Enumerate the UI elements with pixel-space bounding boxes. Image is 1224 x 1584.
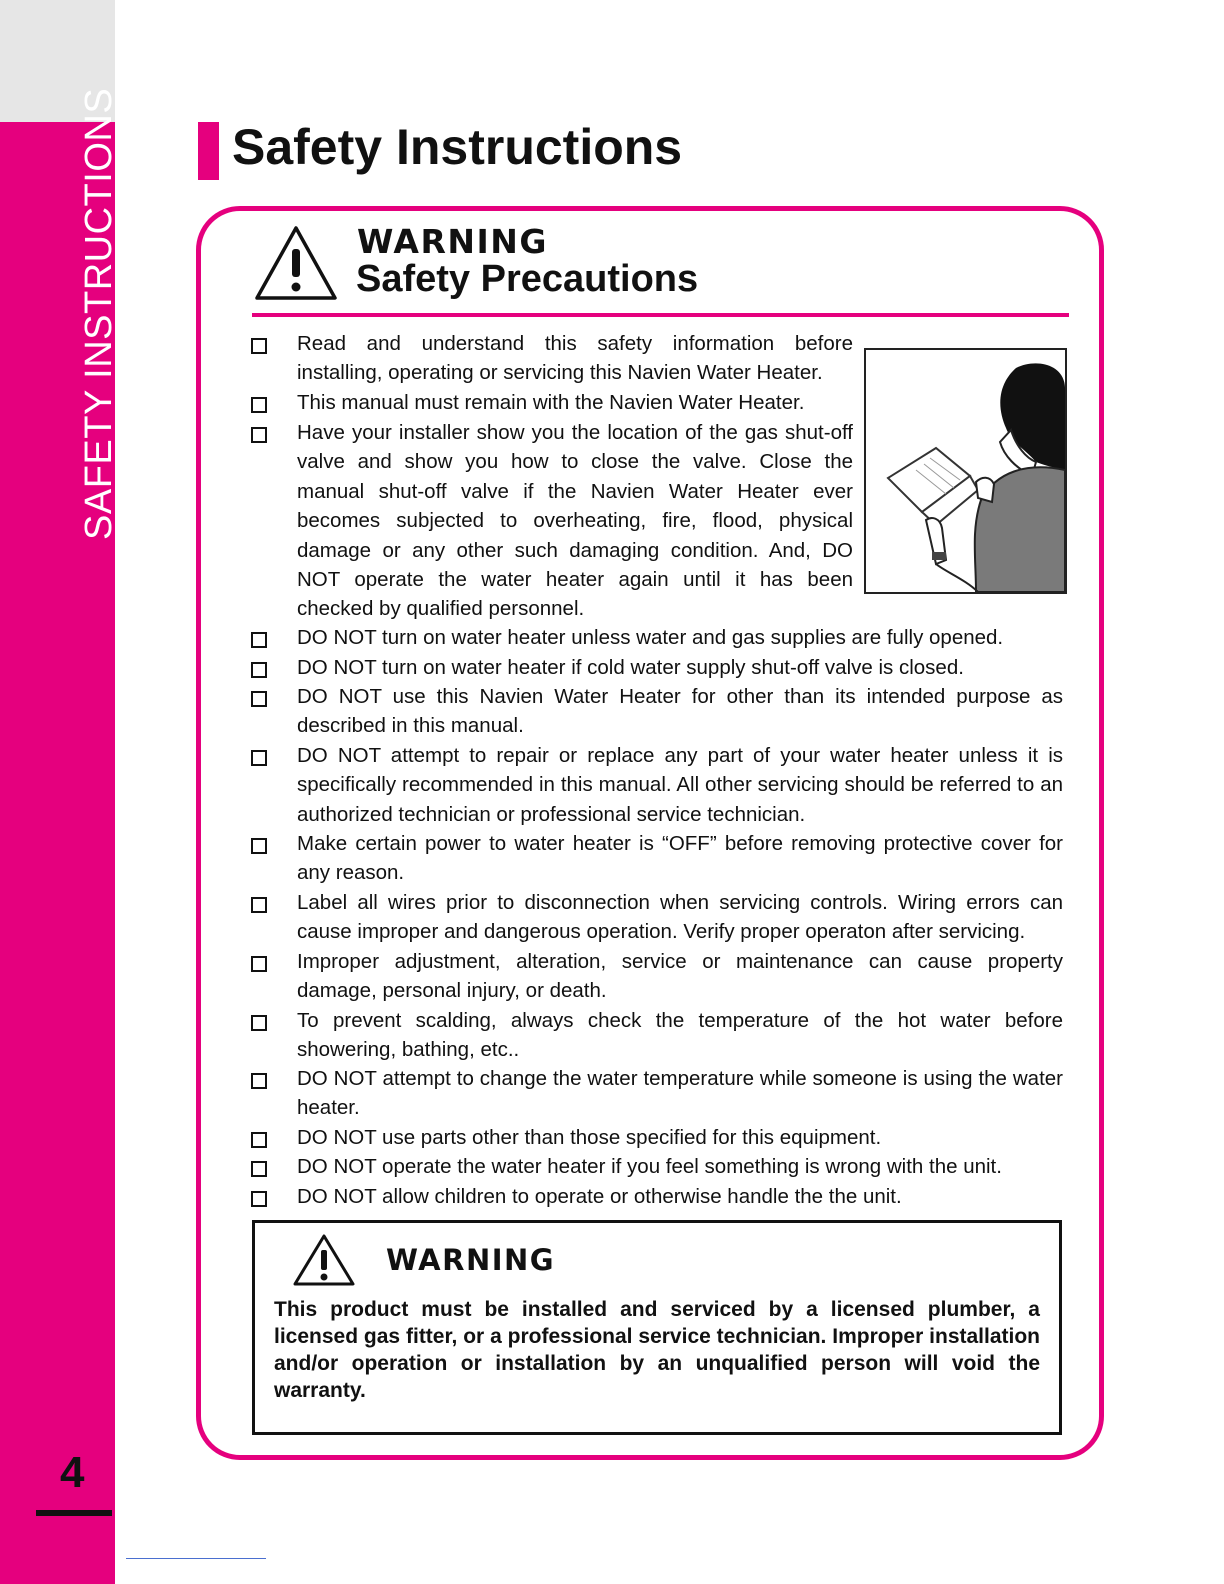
list-item: DO NOT turn on water heater unless water and gas supplies are fully opened. (297, 626, 1004, 649)
list-item: Have your installer show you the location of the gas shut-off valve and show you how to close the valve. Close the manual shut-off valve if the Navien Water Heater ever becomes subjected to overheating, fire, flood, physical damage or any other such damaging condition. And, DO NOT operate the water heater again until it has been checked by qualified personnel. (297, 421, 853, 621)
checkbox-icon (251, 1161, 267, 1177)
list-item: DO NOT attempt to repair or replace any part of your water heater unless it is specifically recommended in this manual. All other servicing should be referred to an authorized technician or professional service technician. (297, 744, 1063, 826)
section-subtitle: Safety Precautions (356, 258, 699, 300)
warning-box-heading: WARNING (386, 1243, 556, 1277)
list-item: This manual must remain with the Navien Water Heater. (297, 391, 805, 414)
list-item: Improper adjustment, alteration, service or maintenance can cause property damage, personal injury, or death. (297, 950, 1063, 1003)
warning-heading: WARNING (357, 222, 548, 261)
footer-line (126, 1558, 266, 1559)
list-item: Label all wires prior to disconnection when servicing controls. Wiring errors can cause improper and dangerous operation. Verify proper operaton after servicing. (297, 891, 1063, 944)
checkbox-icon (251, 338, 267, 354)
checkbox-icon (251, 427, 267, 443)
checkbox-icon (251, 1191, 267, 1207)
list-item: Read and understand this safety information before installing, operating or servicing this Navien Water Heater. (297, 332, 853, 385)
list-item: DO NOT turn on water heater if cold water supply shut-off valve is closed. (297, 656, 964, 679)
page-number-rule (36, 1510, 112, 1516)
checkbox-icon (251, 1073, 267, 1089)
list-item: DO NOT attempt to change the water temperature while someone is using the water heater. (297, 1067, 1063, 1120)
person-reading-icon (866, 350, 1065, 592)
page-number: 4 (60, 1448, 85, 1497)
checkbox-icon (251, 956, 267, 972)
checkbox-icon (251, 397, 267, 413)
warning-box-text: This product must be installed and serviced by a licensed plumber, a licensed gas fitter, or a professional service technician. Improper installation and/or operation or installation by an unqualified person will void the warranty. (274, 1298, 1040, 1402)
checkbox-icon (251, 691, 267, 707)
page-title: Safety Instructions (232, 119, 683, 175)
checkbox-icon (251, 1015, 267, 1031)
list-item: To prevent scalding, always check the temperature of the hot water before showering, bathing, etc.. (297, 1009, 1063, 1062)
title-marker (198, 122, 219, 180)
warning-triangle-icon (254, 225, 338, 301)
warning-triangle-icon (292, 1234, 356, 1286)
checkbox-icon (251, 750, 267, 766)
list-item: DO NOT use this Navien Water Heater for other than its intended purpose as described in this manual. (297, 685, 1063, 738)
checkbox-icon (251, 838, 267, 854)
person-reading-illustration (864, 348, 1067, 594)
checkbox-icon (251, 1132, 267, 1148)
checkbox-icon (251, 897, 267, 913)
list-item: DO NOT use parts other than those specified for this equipment. (297, 1126, 882, 1149)
section-rule (252, 313, 1069, 317)
sidebar-label: SAFETY INSTRUCTIONS (78, 87, 120, 540)
checkbox-icon (251, 662, 267, 678)
list-item: DO NOT operate the water heater if you feel something is wrong with the unit. (297, 1155, 1002, 1178)
checkbox-icon (251, 632, 267, 648)
list-item: Make certain power to water heater is “OFF” before removing protective cover for any reason. (297, 832, 1063, 885)
list-item: DO NOT allow children to operate or otherwise handle the the unit. (297, 1185, 902, 1208)
